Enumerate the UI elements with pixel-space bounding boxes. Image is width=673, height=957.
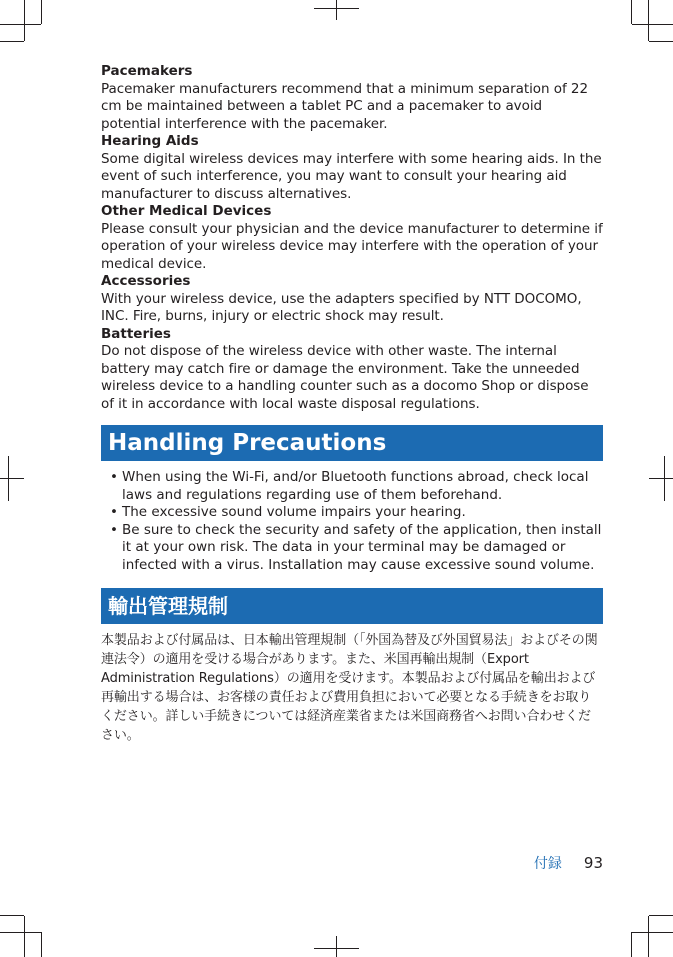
section-body: Please consult your physician and the device manufacturer to determine if operation of your wireless device may interfere with the operation of your medical device. [101,220,603,272]
section-pacemakers [101,63,603,133]
handling-precautions-list [101,469,603,574]
section-body: Pacemaker manufacturers recommend that a minimum separation of 22 cm be maintained between a tablet PC and a pacemaker to avoid potential interference with the pacemaker. [101,80,588,132]
page-footer [534,853,603,873]
page-content [101,63,603,745]
list-item [101,469,603,504]
section-accessories [101,273,603,326]
section-body: With your wireless device, use the adapters specified by NTT DOCOMO, INC. Fire, burns, injury or electric shock may result. [101,290,582,324]
export-control-body: 本製品および付属品は、日本輸出管理規制（「外国為替及び外国貿易法」およびその関連法令）の適用を受ける場合があります。また、米国再輸出規制（Export Administration Regulations）の適用を受けます。本製品および付属品を輸出および再輸出する場合は、お客様の責任および費用負担において必要となる手続きをお取りください。詳しい手続きについては経済産業省または米国商務省へお問い合わせください。 [101,633,598,743]
section-body: Do not dispose of the wireless device with other waste. The internal battery may catch fire or damage the environment. Take the unneeded wireless device to a handling counter such as a docomo Shop or dispose of it in accordance with local waste disposal regulations. [101,343,589,412]
list-item [101,504,603,522]
section-heading: Other Medical Devices [101,203,272,219]
export-control-banner: 輸出管理規制 [101,588,603,624]
list-item [101,522,603,575]
list-item-text: When using the Wi-Fi, and/or Bluetooth functions abroad, check local laws and regulations regarding use of them beforehand. [122,469,589,503]
handling-precautions-banner: Handling Precautions [101,425,603,461]
section-hearing-aids [101,133,603,203]
section-other-medical-devices [101,203,603,273]
section-heading: Hearing Aids [101,133,199,149]
section-heading: Pacemakers [101,63,193,79]
section-heading: Accessories [101,273,191,289]
section-heading: Batteries [101,325,171,342]
bullet-icon: • [110,504,118,520]
footer-section-label: 付録 [533,856,562,872]
bullet-icon: • [110,521,118,538]
section-body: Some digital wireless devices may interfere with some hearing aids. In the event of such interference, you may want to consult your hearing aid manufacturer to discuss alternatives. [101,150,602,202]
section-batteries [101,326,603,414]
list-item-text: Be sure to check the security and safety of the application, then install it at your own risk. The data in your terminal may be damaged or infected with a virus. Installation may cause excessive sound volume. [122,521,602,573]
page-number: 93 [583,854,603,872]
list-item-text: The excessive sound volume impairs your hearing. [122,504,466,520]
bullet-icon: • [110,469,118,485]
